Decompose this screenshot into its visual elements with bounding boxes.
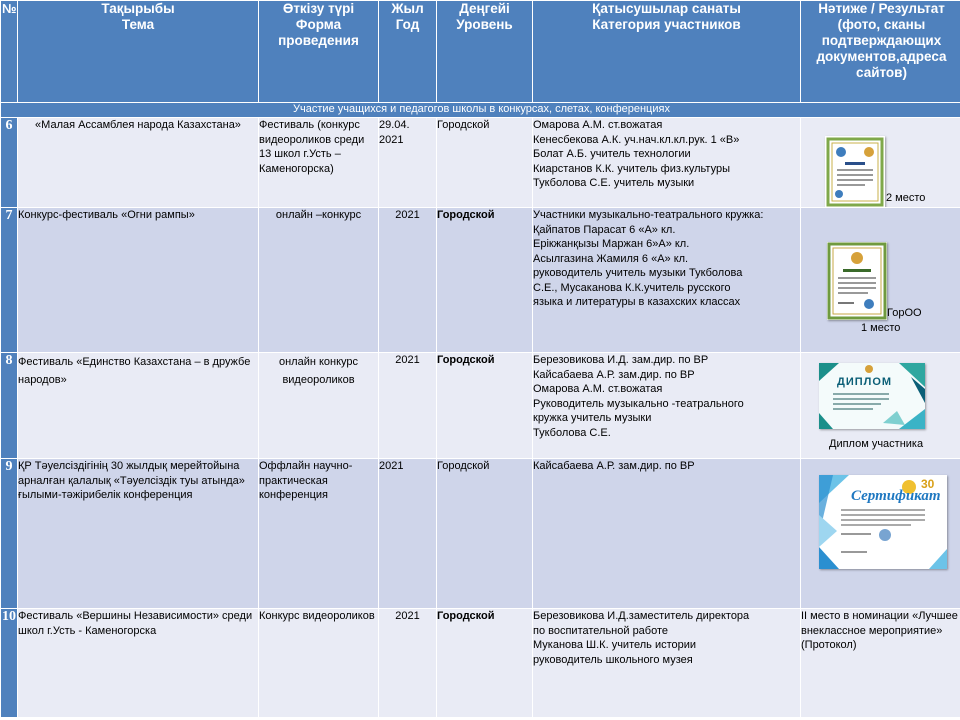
table-row [1,459,960,609]
participant-line: Кенесбекова А.К. уч.нач.кл.кл.рук. 1 «В» [533,133,740,146]
row-topic: Фестиваль «Вершины Независимости» среди школ г.Усть - Каменогорска [18,609,259,718]
anniversary-badge: 30 [921,477,935,491]
table-row [1,609,960,718]
header-result [801,1,960,103]
row-topic: «Малая Ассамблея народа Казахстана» [18,118,259,208]
header-topic-kz: Тақырыбы [101,1,175,16]
header-form-ru: Форма проведения [278,17,359,48]
section-title: Участие учащихся и педагогов школы в конкурсах, слетах, конференциях [1,103,960,118]
row-topic: ҚР Тәуелсіздігінің 30 жылдық мерейтойына арналған қалалық «Тәуелсіздік туы атында» ғылыми-тәжірибелік конференция [18,459,259,609]
header-topic [18,1,259,103]
participant-line: Березовикова И.Д. зам.дир. по ВР [533,354,709,366]
participant-line: кружка учитель музыки [533,412,652,424]
row-topic: Конкурс-фестиваль «Огни рампы» [18,208,259,353]
row-participants [533,208,801,353]
row-year: 2021 [379,208,437,353]
section-title-row [1,103,960,118]
row-number: 7 [1,208,18,353]
participant-line: Тукболова С.Е. учитель музыки [533,177,695,189]
row-level: Городской [437,353,533,459]
result-caption-org: ГорОО [887,307,922,319]
row-participants [533,118,801,208]
row-result-text: II место в номинации «Лучшее внеклассное мероприятие» (Протокол) [801,609,960,718]
header-level [437,1,533,103]
participant-line: руководитель школьного музея [533,653,693,666]
header-year-kz: Жыл [391,1,424,16]
participant-line: по воспитательной работе [533,624,669,637]
row-form: Фестиваль (конкурс видеороликов среди 13 школ г.Усть – Каменогорска) [259,118,379,208]
row-participants [533,609,801,718]
participant-line: Тукболова С.Е. [533,426,611,439]
participant-line: Қайпатов Парасат 6 «А» кл. [533,223,676,236]
row-level: Городской [437,609,533,718]
row-result [801,118,960,208]
header-cat-kz: Қатысушылар санаты [592,1,741,16]
header-category [533,1,801,103]
participant-line: Кайсабаева А.Р. зам.дир. по ВР [533,460,695,472]
diploma-image-icon[interactable] [819,363,925,429]
header-level-kz: Деңгейі [459,1,510,16]
participant-line: Кайсабаева А.Р. зам.дир. по ВР [533,368,695,381]
header-topic-ru: Тема [121,17,155,32]
participant-line: Асылгазина Жамиля 6 «А» кл. [533,252,689,265]
row-number: 8 [1,353,18,459]
participant-line: Омарова А.М. ст.вожатая [533,119,663,131]
row-year: 29.04. 2021 [379,118,437,208]
header-cat-ru: Категория участников [592,17,741,32]
participant-line: С.Е., Мусаканова К.К.учитель русского [533,281,731,294]
row-participants [533,459,801,609]
participant-line: Киарстанов К.К. учитель физ.культуры [533,162,730,175]
participant-line: Муканова Ш.К. учитель истории [533,639,697,651]
row-form: Конкурс видеороликов [259,609,379,718]
row-number: 6 [1,118,18,208]
diploma-title: ДИПЛОМ [837,376,893,388]
table-row [1,118,960,208]
result-caption-place: 1 место [861,322,901,334]
participant-line: языка и литературы в казахских классах [533,296,741,308]
participant-line: Омарова А.М. ст.вожатая [533,383,663,395]
participant-line: Руководитель музыкально -театрального [533,397,744,410]
diploma-thumbnail-icon[interactable] [827,242,887,320]
certificate-title: Сертификат [851,488,941,504]
header-form-kz: Өткізу түрі [282,1,355,16]
participant-line: Болат А.Б. учитель технологии [533,148,691,160]
diploma-thumbnail-icon[interactable] [825,136,885,208]
row-form: онлайн –конкурс [259,208,379,353]
table-header-row [1,1,960,103]
certificate-image-icon[interactable] [819,475,947,569]
result-caption: Диплом участника [829,438,924,450]
row-year: 2021 [379,609,437,718]
header-num: № [1,1,18,103]
table-row [1,208,960,353]
row-level: Городской [437,118,533,208]
result-caption: 2 место [886,192,926,204]
row-level: Городской [437,208,533,353]
row-participants [533,353,801,459]
row-number: 10 [1,609,18,718]
participant-line: Участники музыкально-театрального кружка: [533,209,764,221]
row-number: 9 [1,459,18,609]
header-result-kz: Нәтиже / Результат [818,1,945,16]
row-year: 2021 [379,459,437,609]
row-year: 2021 [379,353,437,459]
row-level: Городской [437,459,533,609]
row-topic: Фестиваль «Единство Казахстана – в дружбе народов» [18,353,259,459]
table-row [1,353,960,459]
row-result [801,459,960,609]
header-result-ru: (фото, сканы подтверждающих документов,адреса сайтов) [816,17,947,80]
row-form: Оффлайн научно-практическая конференция [259,459,379,609]
participant-line: Березовикова И.Д.заместитель директора [533,610,750,622]
participant-line: руководитель учитель музыки Тукболова [533,267,743,279]
header-year [379,1,437,103]
row-result [801,208,960,353]
row-result [801,353,960,459]
header-form [259,1,379,103]
participant-line: Ерiкжанқызы Маржан 6»А» кл. [533,238,690,250]
header-level-ru: Уровень [456,17,513,32]
header-year-ru: Год [395,17,420,32]
row-form: онлайн конкурс видеороликов [259,353,379,459]
